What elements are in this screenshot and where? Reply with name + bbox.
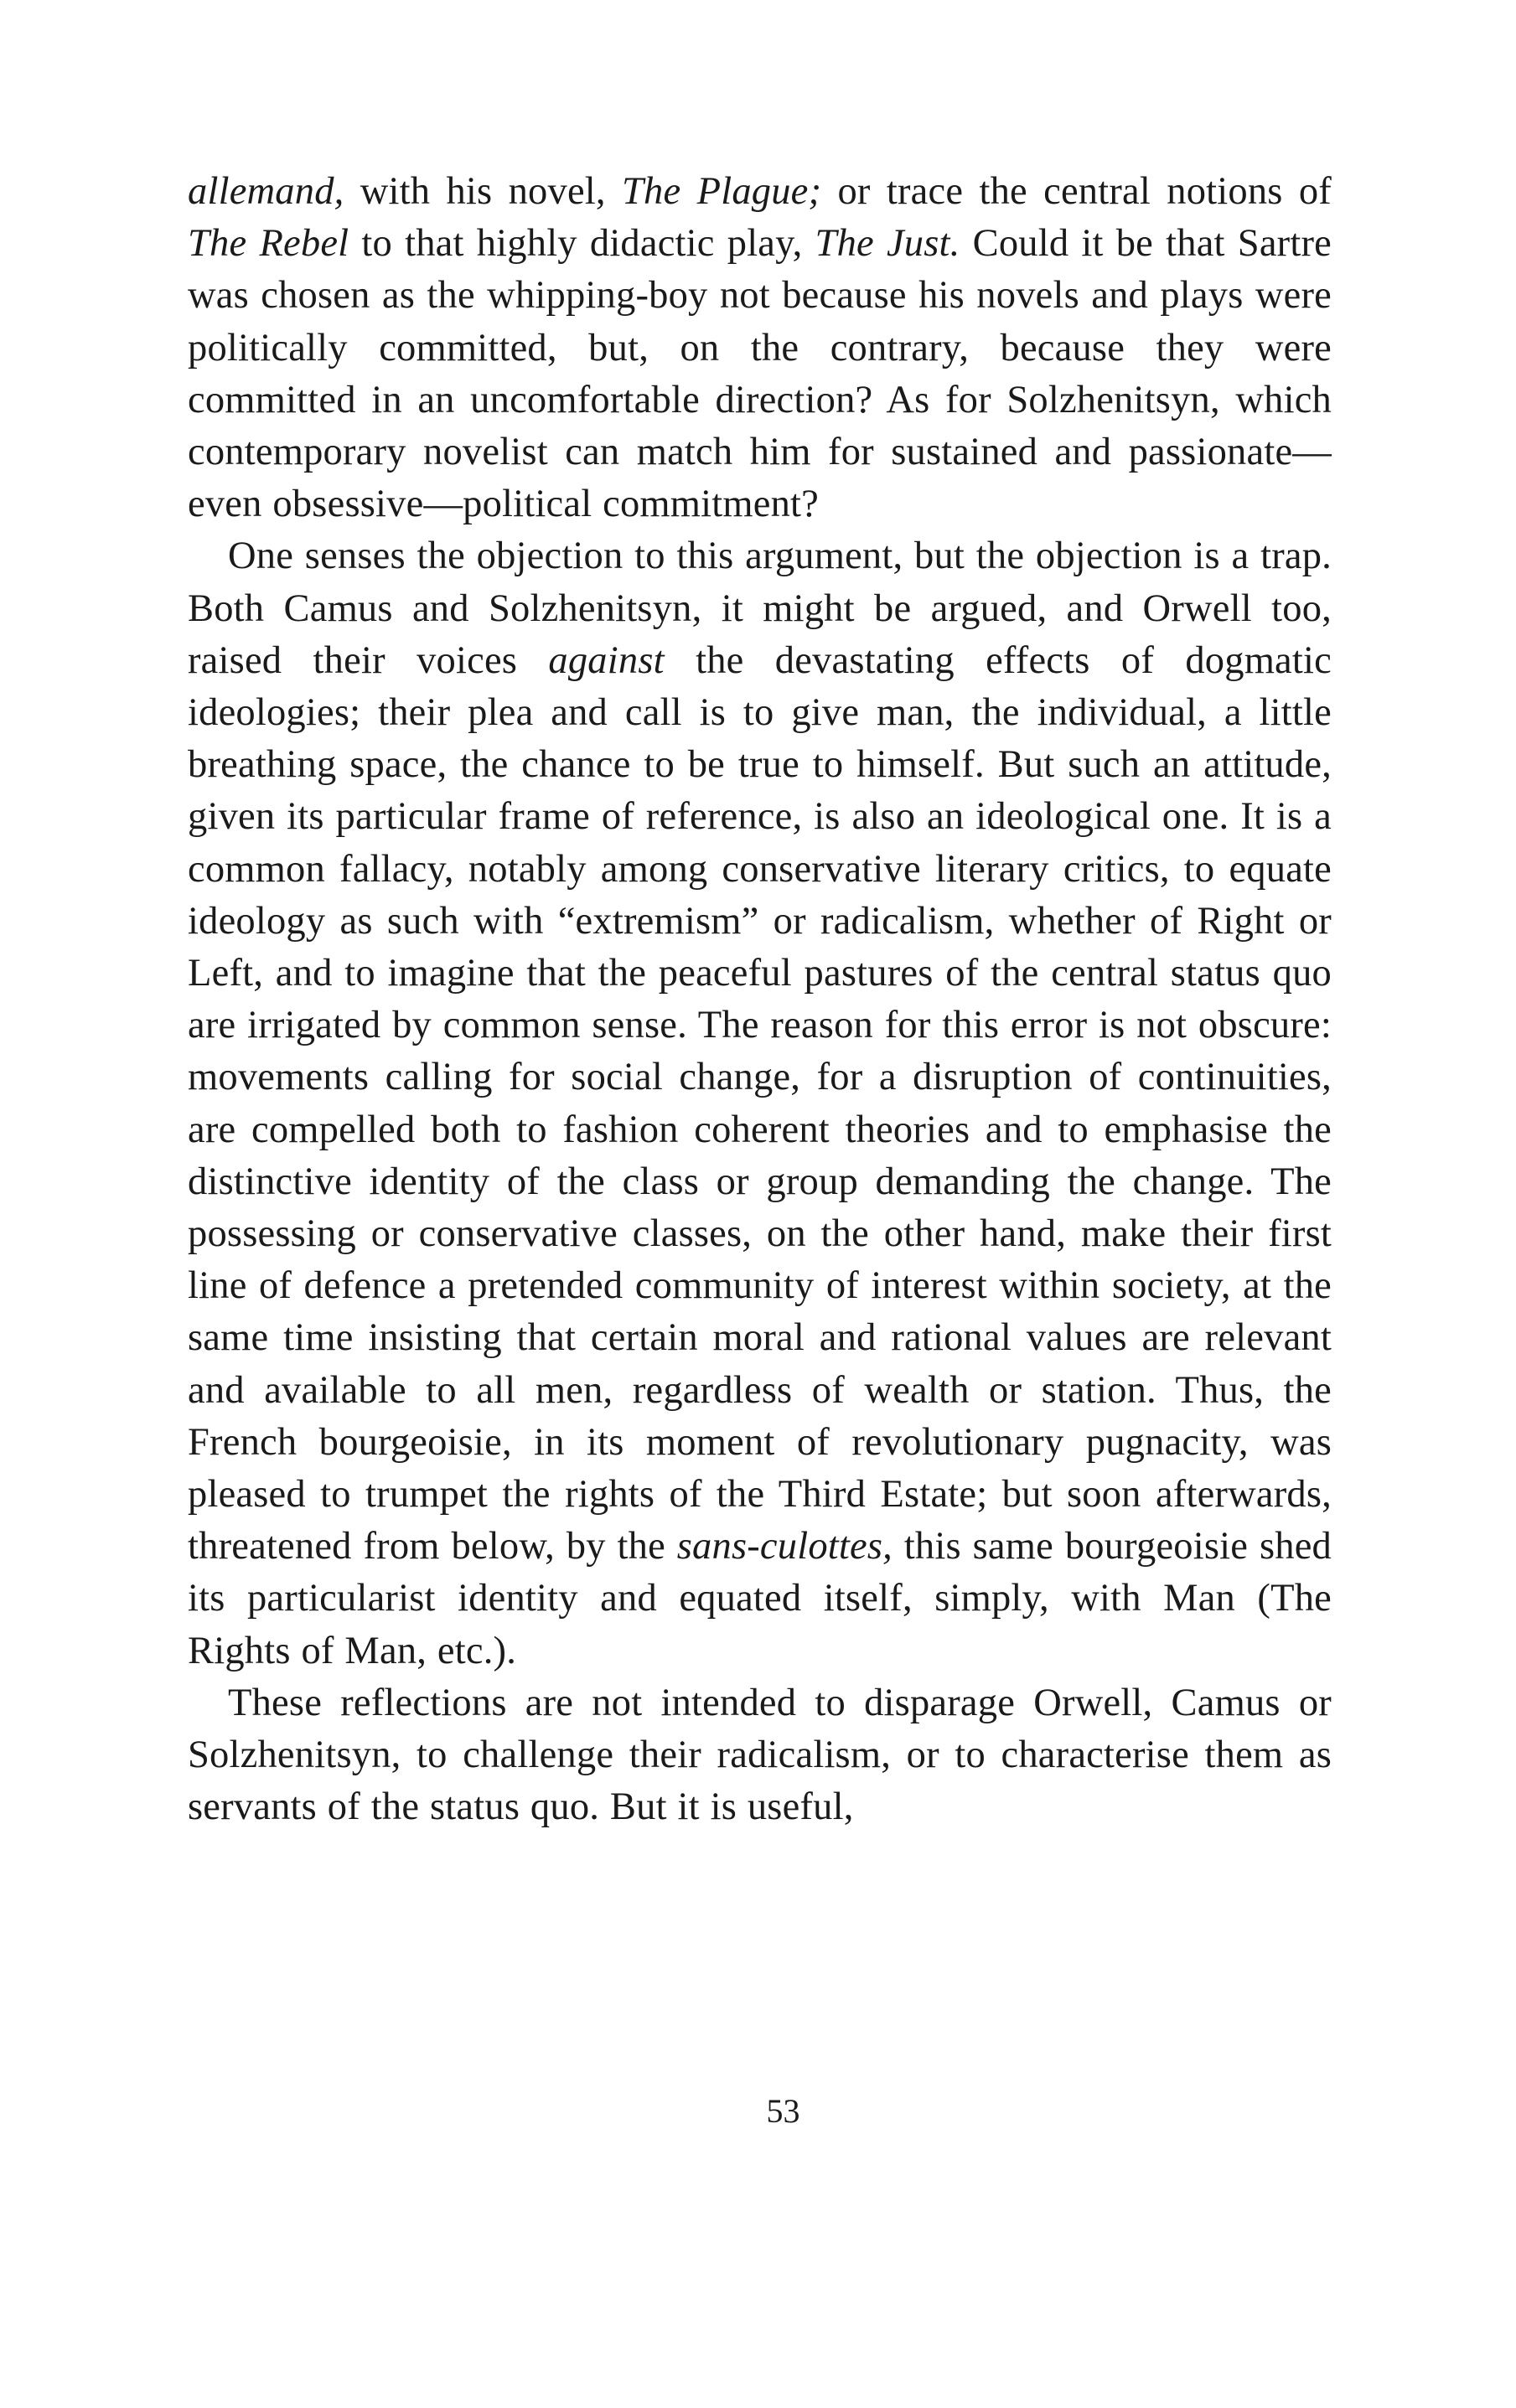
text-run: the devastating effects of dogmatic ideologies; their plea and call is to give man, the individual, a little breathing space, the chance to be true to himself. But such an attitude, given its particular frame of reference, is also an ideological one. It is a common fallacy, notably among conservative literary critics, to equate ideology as such with “extremism” or radicalism, whether of Right or Left, and to imagine that the peaceful pastures of the central status quo are irrigated by common sense. The reason for this error is not obscure: movements calling for social change, for a disruption of continuities, are compelled both to fashion coherent theories and to emphasise the distinctive identity of the class or group demanding the change. The possessing or conservative classes, on the other hand, make their first line of defence a pretended community of interest within society, at the same time insisting that certain moral and rational values are relevant and available to all men, regardless of wealth or station. Thus, the French bourgeoisie, in its moment of revolutionary pugnacity, was pleased to trumpet the rights of the Third Estate; but soon afterwards, threatened from below, by the — [188, 638, 1332, 1568]
italic-text-run: The Plague; — [622, 170, 822, 213]
text-run: to that highly didactic play, — [349, 222, 815, 266]
text-run: or trace the central notions of — [821, 170, 1332, 213]
text-run: One senses the objection to this argument, but the objection is a trap. Both Camus and Solzhenitsyn, it might be argued, and Orwell too, raised their voices — [188, 535, 1332, 682]
text-run: These reflections are not intended to disparage Orwell, Camus or Solzhenitsyn, to challenge their radicalism, or to characterise them as servants of the status quo. But it is useful, — [188, 1681, 1332, 1829]
paragraph — [188, 530, 1332, 1677]
italic-text-run: The Rebel — [188, 222, 349, 266]
text-run: Could it be that Sartre was chosen as the whipping-boy not because his novels and plays were politically committed, but, on the contrary, because they were committed in an uncomfortable direction? As for Solzhenitsyn, which contemporary novelist can match him for sustained and passionate—even obsessive—political commitment? — [188, 222, 1332, 526]
italic-text-run: The Just. — [815, 222, 960, 266]
body-text — [188, 166, 1332, 1834]
text-run: this same bourgeoisie shed its particularist identity and equated itself, simply, with Man (The Rights of Man, etc.). — [188, 1525, 1332, 1672]
italic-text-run: allemand, — [188, 170, 344, 213]
italic-text-run: sans-culottes, — [676, 1525, 893, 1568]
paragraph — [188, 1677, 1332, 1834]
page-number: 53 — [766, 2092, 800, 2130]
italic-text-run: against — [548, 638, 665, 682]
paragraph — [188, 166, 1332, 530]
text-run: with his novel, — [344, 170, 622, 213]
